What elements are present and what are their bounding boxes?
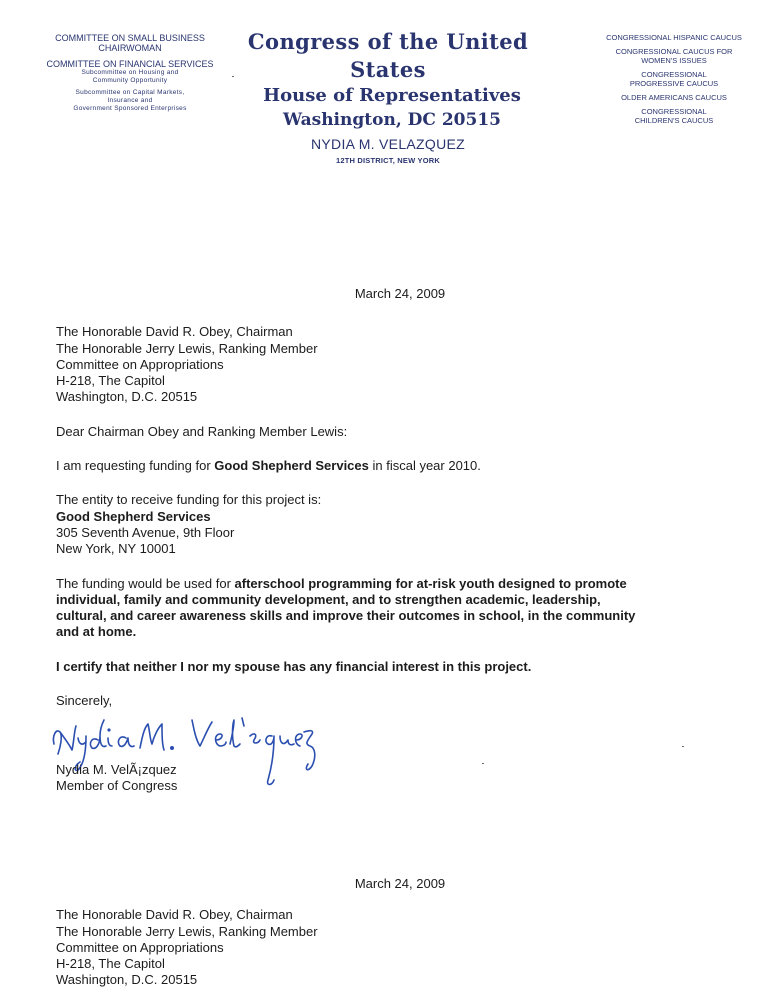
request-prefix: I am requesting funding for	[56, 458, 215, 474]
address-line: The Honorable Jerry Lewis, Ranking Member	[56, 923, 318, 939]
caucus-womens-line1: CONGRESSIONAL CAUCUS FOR	[615, 47, 733, 56]
salutation: Dear Chairman Obey and Ranking Member Lewis:	[56, 423, 348, 439]
address-line: Committee on Appropriations	[56, 356, 224, 372]
address-line: H-218, The Capitol	[56, 956, 165, 972]
use-prefix: The funding would be used for	[56, 575, 235, 591]
subcommittee-capital-line2: Insurance and	[107, 97, 153, 104]
house-title: House of Representatives	[263, 85, 521, 106]
signer-name: Nydia M. VelÃ¡zquez	[56, 762, 177, 777]
letter-date: March 24, 2009	[354, 876, 446, 891]
caucus-children-line2: CHILDREN'S CAUCUS	[634, 116, 714, 125]
committee-small-business: COMMITTEE ON SMALL BUSINESS	[55, 33, 205, 43]
use-bold-line1: afterschool programming for at-risk youth designed to promote	[234, 575, 627, 591]
caucus-hispanic: CONGRESSIONAL HISPANIC CAUCUS	[606, 33, 742, 42]
district-line: 12TH DISTRICT, NEW YORK	[335, 156, 441, 165]
address-line: The Honorable David R. Obey, Chairman	[56, 324, 293, 340]
entity-intro: The entity to receive funding for this project is:	[56, 492, 322, 508]
chairwoman-title: CHAIRWOMAN	[98, 43, 162, 53]
letter-duplicate	[56, 876, 716, 989]
entity-name: Good Shepherd Services	[56, 508, 211, 524]
closing: Sincerely,	[56, 693, 113, 709]
address-line: The Honorable Jerry Lewis, Ranking Member	[56, 340, 318, 356]
certification-statement: I certify that neither I nor my spouse has any financial interest in this project.	[56, 658, 532, 674]
letter-date: March 24, 2009	[354, 286, 446, 301]
subcommittee-housing-line1: Subcommittee on Housing and	[81, 69, 179, 76]
address-line: The Honorable David R. Obey, Chairman	[56, 907, 293, 923]
letter-body	[56, 286, 716, 709]
request-suffix: in fiscal year 2010.	[368, 458, 481, 474]
letterhead-committees	[30, 33, 230, 113]
subcommittee-housing-line2: Community Opportunity	[92, 77, 168, 84]
subcommittee-capital-line1: Subcommittee on Capital Markets,	[75, 89, 185, 96]
caucus-progressive-line2: PROGRESSIVE CAUCUS	[629, 79, 719, 88]
city-line: Washington, DC 20515	[283, 110, 501, 130]
scan-speck	[482, 763, 484, 764]
use-line2: individual, family and community development, and to strengthen academic, leadership,	[56, 591, 601, 607]
entity-address-line: 305 Seventh Avenue, 9th Floor	[56, 524, 235, 540]
letterhead-caucuses	[588, 33, 760, 125]
subcommittee-capital-line3: Government Sponsored Enterprises	[73, 105, 187, 112]
caucus-progressive-line1: CONGRESSIONAL	[641, 70, 707, 79]
funding-request	[56, 458, 716, 474]
scan-speck	[232, 76, 234, 77]
member-name: NYDIA M. VELAZQUEZ	[311, 136, 465, 152]
recipient-address	[56, 324, 716, 405]
committee-financial-services: COMMITTEE ON FINANCIAL SERVICES	[46, 59, 214, 69]
scan-speck	[682, 746, 684, 747]
use-line3: cultural, and career awareness skills and improve their outcomes in school, in the community	[56, 608, 636, 624]
address-line: Committee on Appropriations	[56, 939, 224, 955]
address-line: H-218, The Capitol	[56, 373, 165, 389]
caucus-children-line1: CONGRESSIONAL	[641, 107, 707, 116]
letterhead-title-block	[232, 28, 544, 168]
request-entity: Good Shepherd Services	[214, 458, 369, 474]
funding-use-paragraph	[56, 576, 716, 641]
entity-address-line: New York, NY 10001	[56, 541, 176, 557]
address-line: Washington, D.C. 20515	[56, 972, 198, 988]
signer-title: Member of Congress	[56, 778, 178, 794]
signer-block	[56, 762, 177, 795]
congress-title: Congress of the United States	[247, 29, 529, 82]
caucus-older-americans: OLDER AMERICANS CAUCUS	[621, 93, 727, 102]
address-line: Washington, D.C. 20515	[56, 389, 198, 405]
use-line4: and at home.	[56, 624, 137, 640]
caucus-womens-line2: WOMEN'S ISSUES	[641, 56, 707, 65]
